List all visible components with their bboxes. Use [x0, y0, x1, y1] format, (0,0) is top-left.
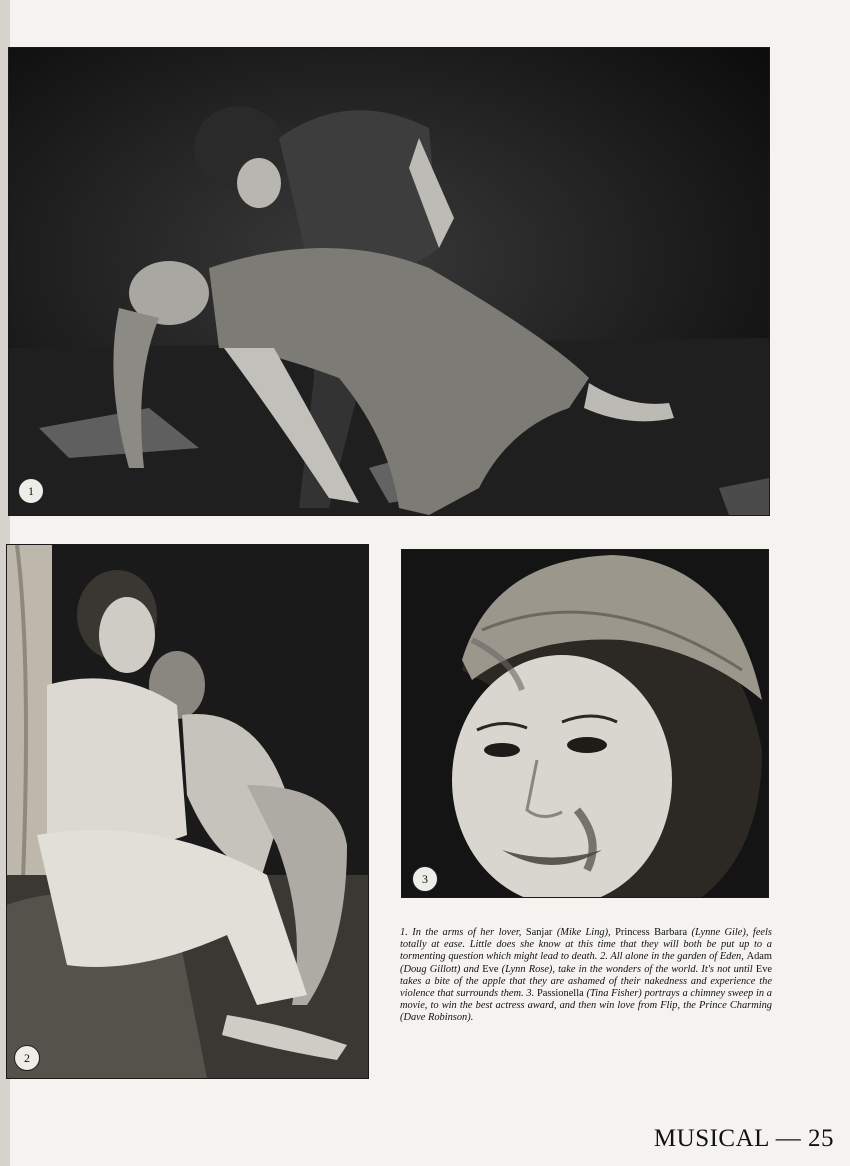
photo-number-badge: 1 — [18, 478, 44, 504]
caption-text: (Tina Fisher) portrays a chimney sweep in a movie, to win the best actress award, and then win love from Flip, the Prince Charming (Dave Robinson). — [400, 988, 772, 1024]
photo-caption — [400, 927, 772, 1025]
caption-text: (Lynne Gile), feels totally at ease. Little does she know at this time that they will both be put up to a tormenting question which might lead to death. 2. All alone in the garden of Eden, — [400, 927, 772, 963]
page-folio: MUSICAL — 25 — [653, 1125, 834, 1152]
photo-1-stage-dance — [9, 48, 769, 515]
caption-text: takes a bite of the apple that they are ashamed of their nakedness and experience the violence that surrounds them. 3. — [400, 975, 772, 1000]
caption-role-name: Eve — [755, 963, 772, 975]
caption-role-name: Princess Barbara — [615, 927, 692, 938]
photo-number-badge: 3 — [412, 866, 438, 892]
caption-role-name: Sanjar — [525, 927, 557, 938]
caption-text: (Lynn Rose), take in the wonders of the world. It's not until — [501, 963, 756, 975]
photo-3-passionella-portrait — [402, 550, 768, 897]
caption-role-name: Adam — [746, 951, 772, 963]
photo-2-adam-and-eve — [7, 545, 368, 1078]
caption-role-name: Passionella — [536, 988, 587, 1000]
caption-text: (Mike Ling), — [556, 927, 616, 938]
caption-text: (Doug Gillott) and — [400, 963, 483, 975]
photo-number-badge: 2 — [14, 1045, 40, 1071]
caption-role-name: Eve — [482, 963, 502, 975]
caption-text: 1. In the arms of her lover, — [400, 927, 526, 938]
